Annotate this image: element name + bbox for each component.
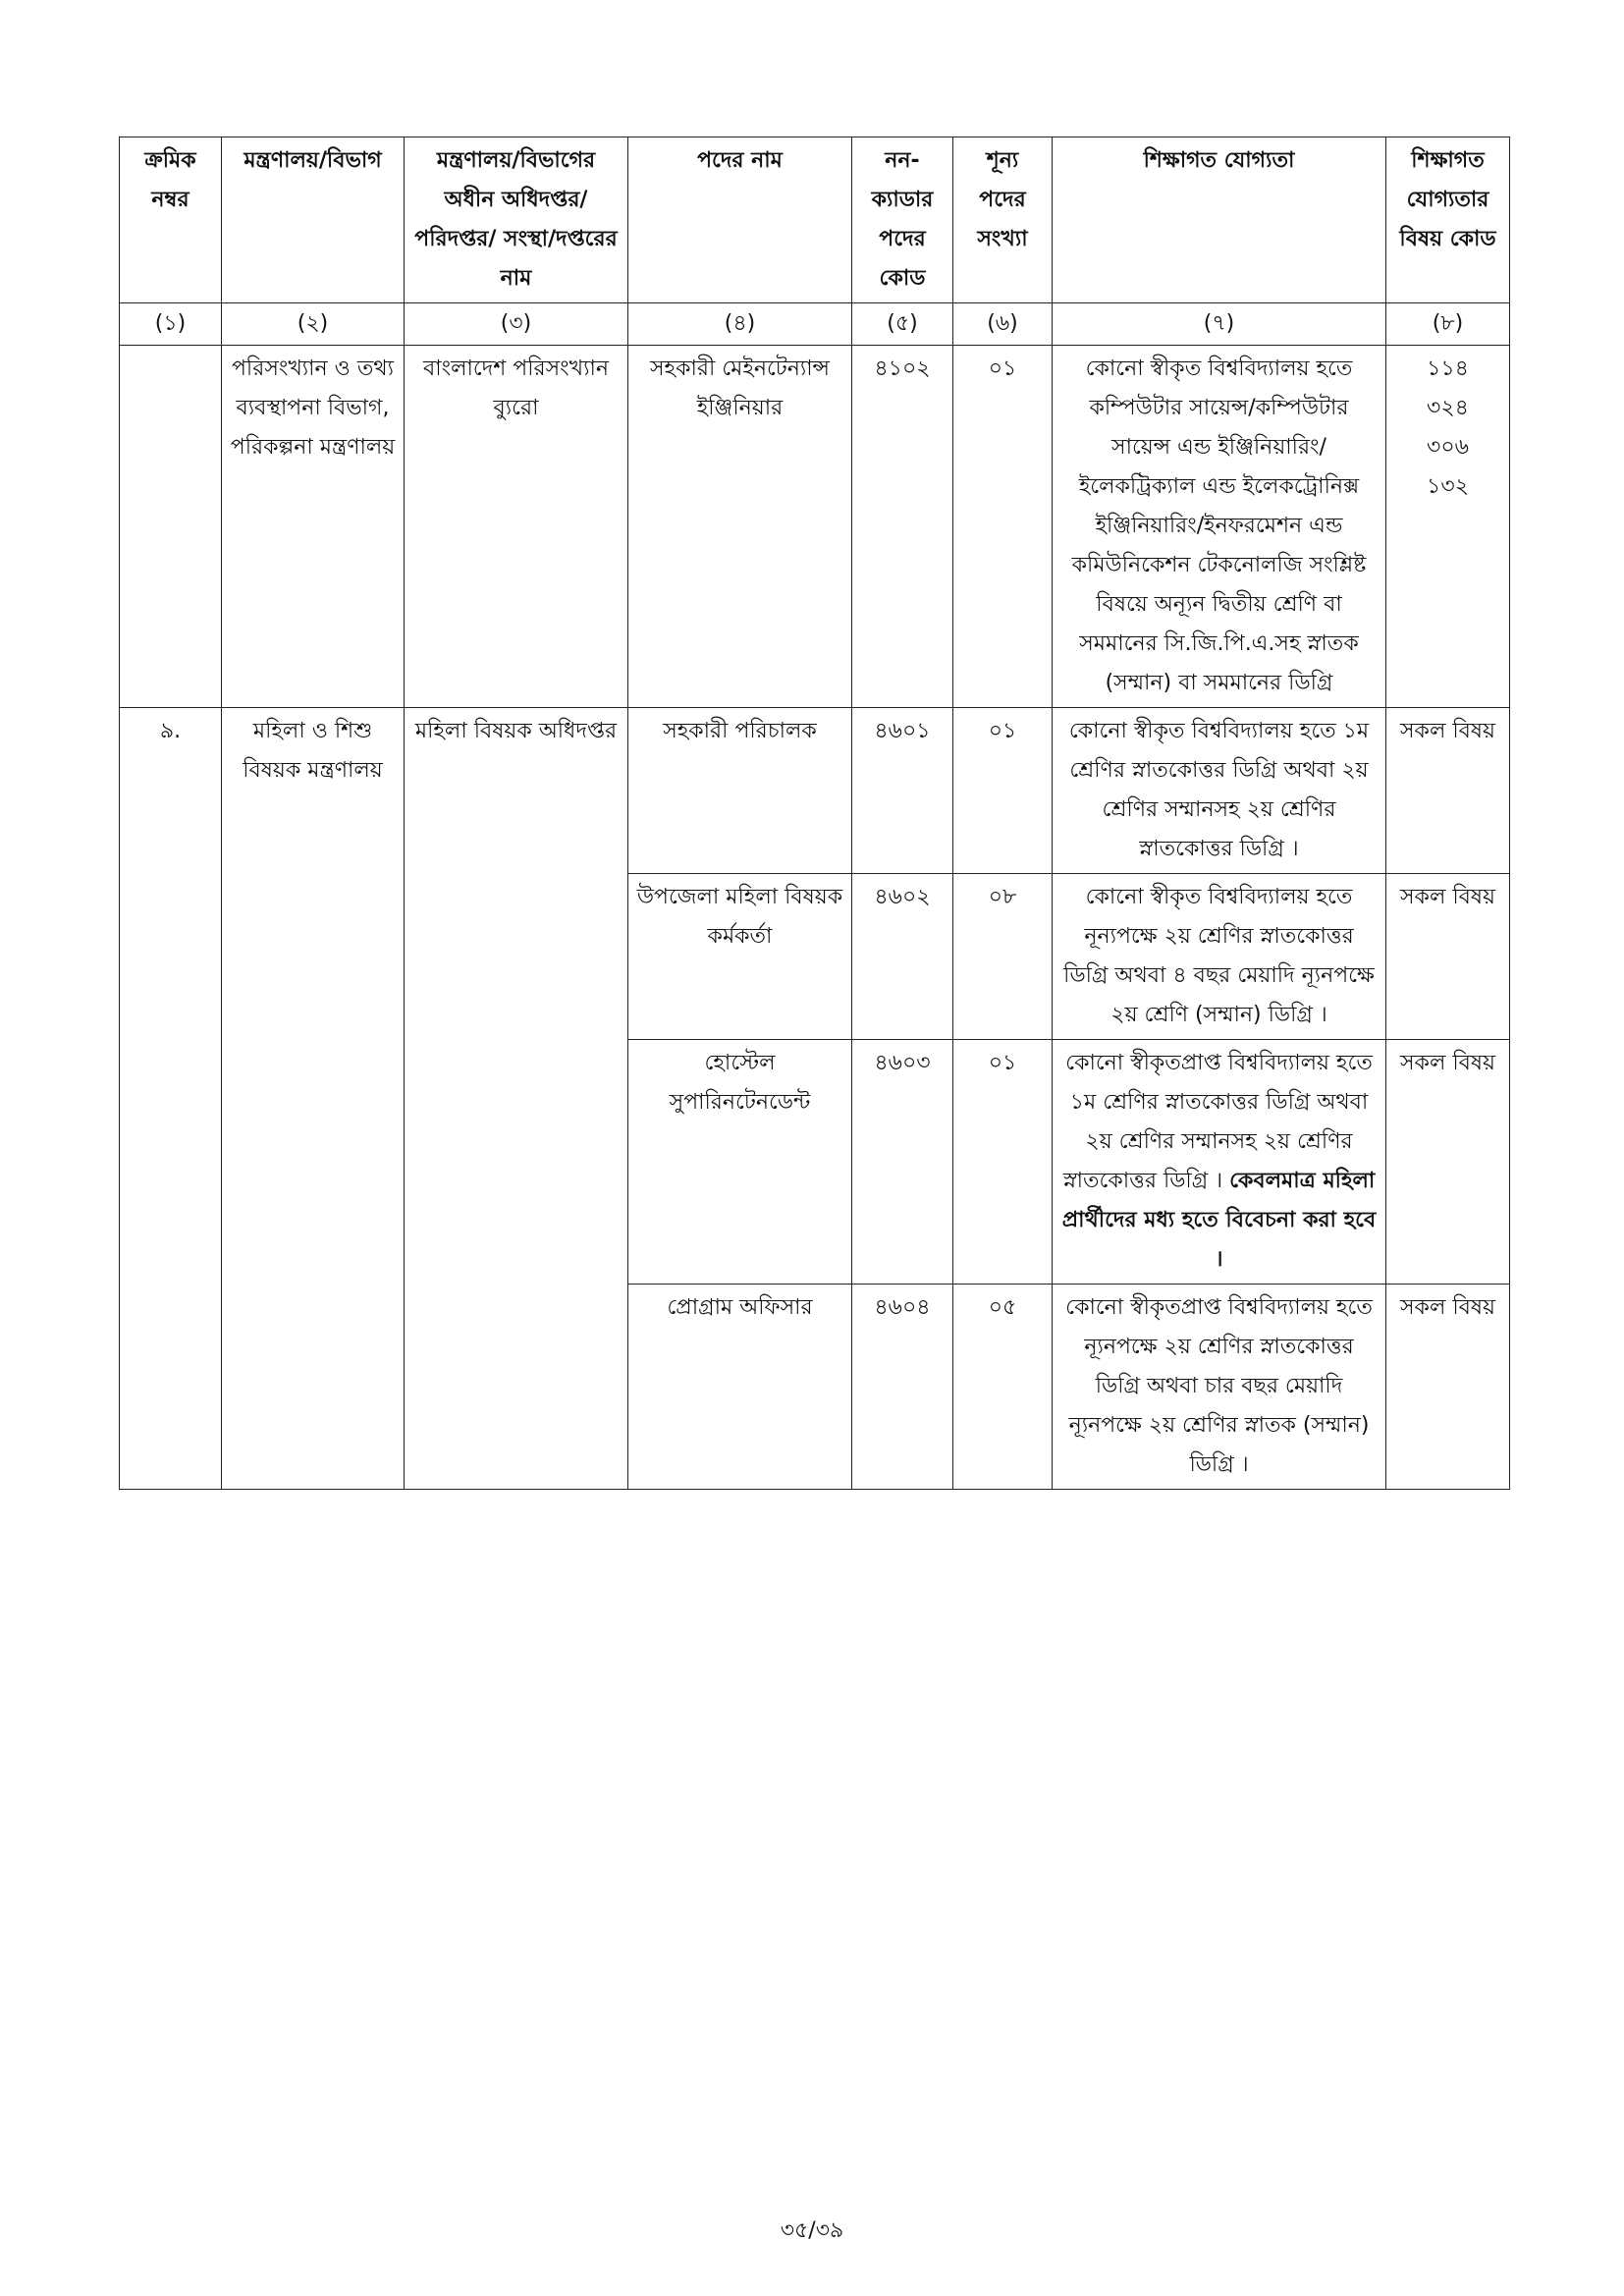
header-subject-code: শিক্ষাগত যোগ্যতার বিষয় কোড — [1386, 137, 1510, 303]
post-cell: প্রোগ্রাম অফিসার — [628, 1285, 852, 1490]
column-number: (৪) — [628, 303, 852, 346]
subject-code-cell: সকল বিষয় — [1386, 1285, 1510, 1490]
post-cell: সহকারী পরিচালক — [628, 708, 852, 874]
ministry-cell: পরিসংখ্যান ও তথ্য ব্যবস্থাপনা বিভাগ, পরিকল্পনা মন্ত্রণালয় — [222, 346, 405, 708]
code-cell: ৪৬০৪ — [852, 1285, 953, 1490]
header-office: মন্ত্রণালয়/বিভাগের অধীন অধিদপ্তর/পরিদপ্তর/ সংস্থা/দপ্তরের নাম — [405, 137, 628, 303]
office-cell: মহিলা বিষয়ক অধিদপ্তর — [405, 708, 628, 1490]
qualification-cell — [1053, 1285, 1386, 1490]
code-cell: ৪৬০১ — [852, 708, 953, 874]
header-qualification: শিক্ষাগত যোগ্যতা — [1053, 137, 1386, 303]
serial-cell — [120, 346, 222, 708]
qualification-text: কোনো স্বীকৃতপ্রাপ্ত বিশ্ববিদ্যালয় হতে ১ম শ্রেণির স্নাতকোত্তর ডিগ্রি অথবা ২য় শ্রেণির সম্মানসহ ২য় শ্রেণির স্নাতকোত্তর ডিগ্রি । — [1062, 1051, 1373, 1193]
subject-code-cell — [1386, 346, 1510, 708]
vacancy-cell: ০৮ — [953, 874, 1053, 1040]
post-cell: হোস্টেল সুপারিনটেনডেন্ট — [628, 1040, 852, 1285]
table-row — [120, 346, 1510, 708]
column-number-row — [120, 303, 1510, 346]
header-vacancy: শূন্য পদের সংখ্যা — [953, 137, 1053, 303]
subject-code: ৩২৪ — [1427, 396, 1469, 420]
post-cell: সহকারী মেইনটেন্যান্স ইঞ্জিনিয়ার — [628, 346, 852, 708]
qualification-cell: কোনো স্বীকৃত বিশ্ববিদ্যালয় হতে কম্পিউটার সায়েন্স/কম্পিউটার সায়েন্স এন্ড ইঞ্জিনিয়ারিং/ইলেকট্রিক্যাল এন্ড ইলেকট্রোনিক্স ইঞ্জিনিয়ারিং/ইনফরমেশন এন্ড কমিউনিকেশন টেকনোলজি সংশ্লিষ্ট বিষয়ে অন্যূন দ্বিতীয় শ্রেণি বা সমমানের সি.জি.পি.এ.সহ স্নাতক (সম্মান) বা সমমানের ডিগ্রি — [1053, 346, 1386, 708]
qualification-text: কোনো স্বীকৃত বিশ্ববিদ্যালয় হতে ১ম শ্রেণির স্নাতকোত্তর ডিগ্রি অথবা ২য় শ্রেণির সম্মানসহ ২য় শ্রেণির স্নাতকোত্তর ডিগ্রি । — [1068, 719, 1370, 861]
qualification-cell — [1053, 874, 1386, 1040]
qualification-note: কেবলমাত্র মহিলা প্রার্থীদের মধ্য হতে বিবেচনা করা হবে । — [1061, 1169, 1377, 1272]
serial-cell: ৯. — [120, 708, 222, 1490]
subject-code-cell: সকল বিষয় — [1386, 874, 1510, 1040]
column-number: (৬) — [953, 303, 1053, 346]
column-number: (২) — [222, 303, 405, 346]
subject-code: ১৩২ — [1427, 474, 1469, 499]
table-row — [120, 708, 1510, 874]
code-cell: ৪৬০৩ — [852, 1040, 953, 1285]
subject-code: ১১৪ — [1427, 356, 1469, 381]
header-serial: ক্রমিক নম্বর — [120, 137, 222, 303]
column-number: (৭) — [1053, 303, 1386, 346]
post-cell: উপজেলা মহিলা বিষয়ক কর্মকর্তা — [628, 874, 852, 1040]
column-number: (৩) — [405, 303, 628, 346]
code-cell: ৪৬০২ — [852, 874, 953, 1040]
recruitment-table — [119, 137, 1510, 1490]
qualification-text: কোনো স্বীকৃতপ্রাপ্ত বিশ্ববিদ্যালয় হতে ন্যূনপক্ষে ২য় শ্রেণির স্নাতকোত্তর ডিগ্রি অথবা চার বছর মেয়াদি ন্যূনপক্ষে ২য় শ্রেণির স্নাতক (সম্মান) ডিগ্রি । — [1065, 1295, 1373, 1477]
header-row — [120, 137, 1510, 303]
column-number: (৮) — [1386, 303, 1510, 346]
vacancy-cell: ০৫ — [953, 1285, 1053, 1490]
code-cell: ৪১০২ — [852, 346, 953, 708]
ministry-cell: মহিলা ও শিশু বিষয়ক মন্ত্রণালয় — [222, 708, 405, 1490]
subject-code-cell: সকল বিষয় — [1386, 1040, 1510, 1285]
vacancy-cell: ০১ — [953, 346, 1053, 708]
vacancy-cell: ০১ — [953, 708, 1053, 874]
header-post: পদের নাম — [628, 137, 852, 303]
header-code: নন-ক্যাডার পদের কোড — [852, 137, 953, 303]
page-number: ৩৫/৩৯ — [780, 2218, 844, 2243]
qualification-text: কোনো স্বীকৃত বিশ্ববিদ্যালয় হতে নূন্যপক্ষে ২য় শ্রেণির স্নাতকোত্তর ডিগ্রি অথবা ৪ বছর মেয়াদি ন্যূনপক্ষে ২য় শ্রেণি (সম্মান) ডিগ্রি । — [1063, 885, 1375, 1027]
qualification-cell — [1053, 1040, 1386, 1285]
vacancy-cell: ০১ — [953, 1040, 1053, 1285]
header-ministry: মন্ত্রণালয়/বিভাগ — [222, 137, 405, 303]
office-cell: বাংলাদেশ পরিসংখ্যান ব্যুরো — [405, 346, 628, 708]
column-number: (৫) — [852, 303, 953, 346]
subject-code-cell: সকল বিষয় — [1386, 708, 1510, 874]
qualification-cell — [1053, 708, 1386, 874]
subject-code: ৩০৬ — [1427, 435, 1469, 460]
column-number: (১) — [120, 303, 222, 346]
